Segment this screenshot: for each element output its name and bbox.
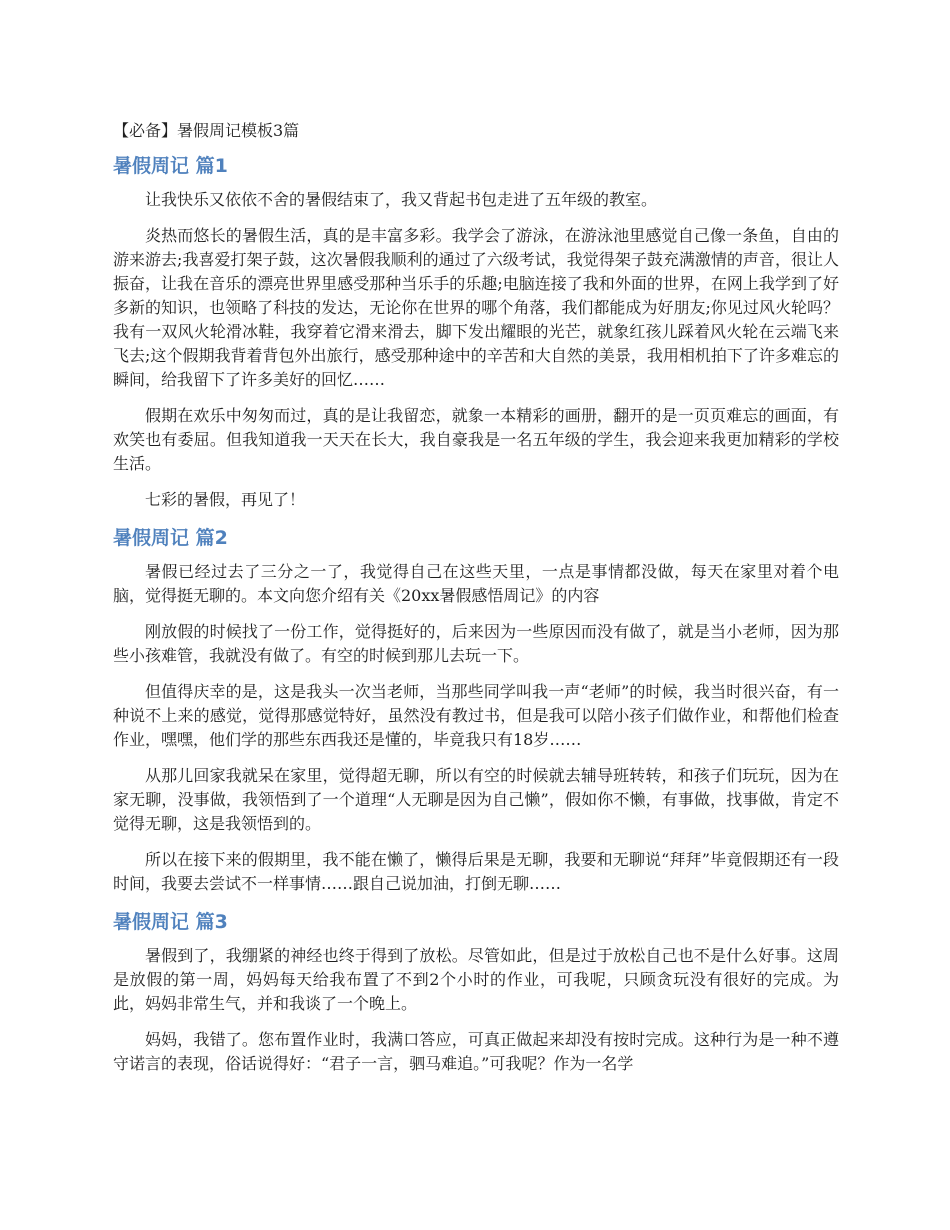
section-3 xyxy=(113,908,839,1076)
paragraph: 假期在欢乐中匆匆而过，真的是让我留恋，就象一本精彩的画册，翻开的是一页页难忘的画面，有欢笑也有委屈。但我知道我一天天在长大，我自豪我是一名五年级的学生，我会迎来我更加精彩的学校生活。 xyxy=(113,406,839,473)
paragraph: 让我快乐又依依不舍的暑假结束了，我又背起书包走进了五年级的教室。 xyxy=(145,190,658,209)
paragraph: 刚放假的时候找了一份工作，觉得挺好的，后来因为一些原因而没有做了，就是当小老师，因为那些小孩难管，我就没有做了。有空的时候到那儿去玩一下。 xyxy=(113,622,839,665)
section-heading: 暑假周记 篇3 xyxy=(113,911,228,933)
section-1 xyxy=(113,152,839,512)
paragraph: 炎热而悠长的暑假生活，真的是丰富多彩。我学会了游泳，在游泳池里感觉自己像一条鱼，自由的游来游去;我喜爱打架子鼓，这次暑假我顺利的通过了六级考试，我觉得架子鼓充满激情的声音，很让人振奋，让我在音乐的漂亮世界里感受那种当乐手的乐趣;电脑连接了我和外面的世界，在网上我学到了好多新的知识，也领略了科技的发达，无论你在世界的哪个角落，我们都能成为好朋友;你见过风火轮吗？我有一双风火轮滑冰鞋，我穿着它滑来滑去，脚下发出耀眼的光芒，就象红孩儿踩着风火轮在云端飞来飞去;这个假期我背着背包外出旅行，感受那种途中的辛苦和大自然的美景，我用相机拍下了许多难忘的瞬间，给我留下了许多美好的回忆…… xyxy=(113,226,839,389)
paragraph: 七彩的暑假，再见了！ xyxy=(145,490,306,509)
paragraph: 妈妈，我错了。您布置作业时，我满口答应，可真正做起来却没有按时完成。这种行为是一种不遵守诺言的表现，俗话说得好：“君子一言，驷马难追。”可我呢？作为一名学 xyxy=(113,1030,839,1073)
document-page xyxy=(113,118,839,1088)
paragraph: 暑假到了，我绷紧的神经也终于得到了放松。尽管如此，但是过于放松自己也不是什么好事。这周是放假的第一周，妈妈每天给我布置了不到2个小时的作业，可我呢，只顾贪玩没有很好的完成。为此，妈妈非常生气，并和我谈了一个晚上。 xyxy=(113,946,839,1013)
document-title: 【必备】暑假周记模板3篇 xyxy=(113,121,300,140)
paragraph: 暑假已经过去了三分之一了，我觉得自己在这些天里，一点是事情都没做，每天在家里对着个电脑，觉得挺无聊的。本文向您介绍有关《20xx暑假感悟周记》的内容 xyxy=(113,562,839,605)
section-heading: 暑假周记 篇1 xyxy=(113,155,228,177)
paragraph: 但值得庆幸的是，这是我头一次当老师，当那些同学叫我一声“老师”的时候，我当时很兴奋，有一种说不上来的感觉，觉得那感觉特好，虽然没有教过书，但是我可以陪小孩子们做作业，和帮他们检查作业，嘿嘿，他们学的那些东西我还是懂的，毕竟我只有18岁…… xyxy=(113,682,839,749)
paragraph: 所以在接下来的假期里，我不能在懒了，懒得后果是无聊，我要和无聊说“拜拜”毕竟假期还有一段时间，我要去尝试不一样事情……跟自己说加油，打倒无聊…… xyxy=(113,850,839,893)
section-2 xyxy=(113,524,839,896)
section-heading: 暑假周记 篇2 xyxy=(113,527,228,549)
paragraph: 从那儿回家我就呆在家里，觉得超无聊，所以有空的时候就去辅导班转转，和孩子们玩玩，因为在家无聊，没事做，我领悟到了一个道理“人无聊是因为自己懒”，假如你不懒，有事做，找事做，肯定不觉得无聊，这是我领悟到的。 xyxy=(113,766,839,833)
